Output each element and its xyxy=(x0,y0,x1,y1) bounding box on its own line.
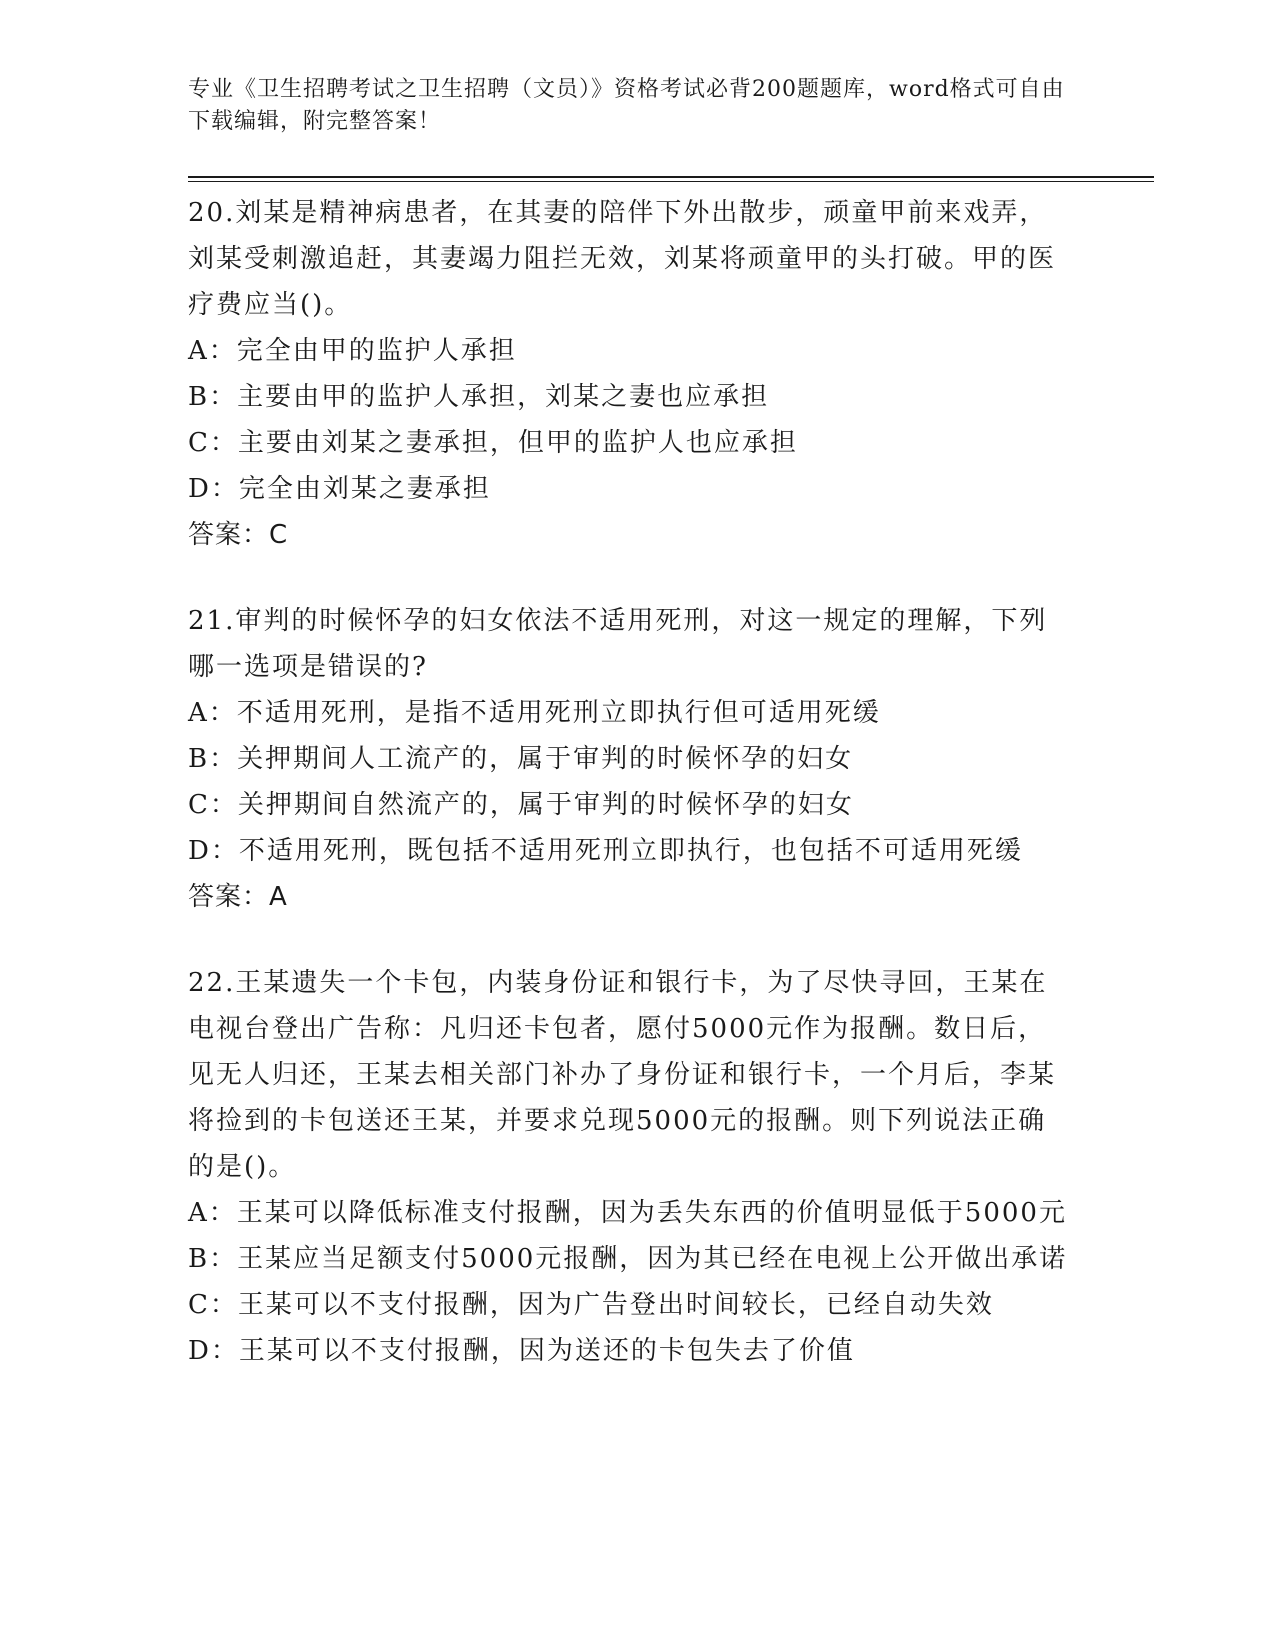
header-divider-thin xyxy=(188,181,1154,182)
document-header xyxy=(188,74,1068,138)
option-d: D：不适用死刑，既包括不适用死刑立即执行，也包括不可适用死缓 xyxy=(188,836,1023,866)
question-22 xyxy=(188,960,1068,1374)
question-list xyxy=(188,190,1068,1374)
option-d: D：王某可以不支付报酬，因为送还的卡包失去了价值 xyxy=(188,1336,855,1366)
question-stem: 20.刘某是精神病患者，在其妻的陪伴下外出散步，顽童甲前来戏弄，刘某受刺激追赶，其妻竭力阻拦无效，刘某将顽童甲的头打破。甲的医疗费应当()。 xyxy=(188,198,1057,320)
option-b: B：王某应当足额支付5000元报酬，因为其已经在电视上公开做出承诺 xyxy=(188,1244,1068,1274)
option-d: D：完全由刘某之妻承担 xyxy=(188,474,491,504)
option-a: A：不适用死刑，是指不适用死刑立即执行但可适用死缓 xyxy=(188,698,881,728)
option-c: C：主要由刘某之妻承担，但甲的监护人也应承担 xyxy=(188,428,798,458)
option-a: A：王某可以降低标准支付报酬，因为丢失东西的价值明显低于5000元 xyxy=(188,1198,1067,1228)
question-spacer xyxy=(188,558,1068,598)
header-divider-thick xyxy=(188,176,1154,178)
question-stem: 22.王某遗失一个卡包，内装身份证和银行卡，为了尽快寻回，王某在电视台登出广告称：凡归还卡包者，愿付5000元作为报酬。数日后，见无人归还，王某去相关部门补办了身份证和银行卡，一个月后，李某将捡到的卡包送还王某，并要求兑现5000元的报酬。则下列说法正确的是()。 xyxy=(188,968,1057,1182)
option-c: C：关押期间自然流产的，属于审判的时候怀孕的妇女 xyxy=(188,790,854,820)
option-c: C：王某可以不支付报酬，因为广告登出时间较长，已经自动失效 xyxy=(188,1290,994,1320)
option-b: B：关押期间人工流产的，属于审判的时候怀孕的妇女 xyxy=(188,744,854,774)
option-b: B：主要由甲的监护人承担，刘某之妻也应承担 xyxy=(188,382,770,412)
header-title: 专业《卫生招聘考试之卫生招聘（文员）》资格考试必背200题题库，word格式可自由下载编辑，附完整答案！ xyxy=(188,77,1065,134)
question-spacer xyxy=(188,920,1068,960)
answer-line: 答案：C xyxy=(188,520,289,550)
question-stem: 21.审判的时候怀孕的妇女依法不适用死刑，对这一规定的理解，下列哪一选项是错误的? xyxy=(188,606,1048,682)
answer-line: 答案：A xyxy=(188,882,288,912)
question-21 xyxy=(188,598,1068,920)
question-20 xyxy=(188,190,1068,558)
option-a: A：完全由甲的监护人承担 xyxy=(188,336,517,366)
